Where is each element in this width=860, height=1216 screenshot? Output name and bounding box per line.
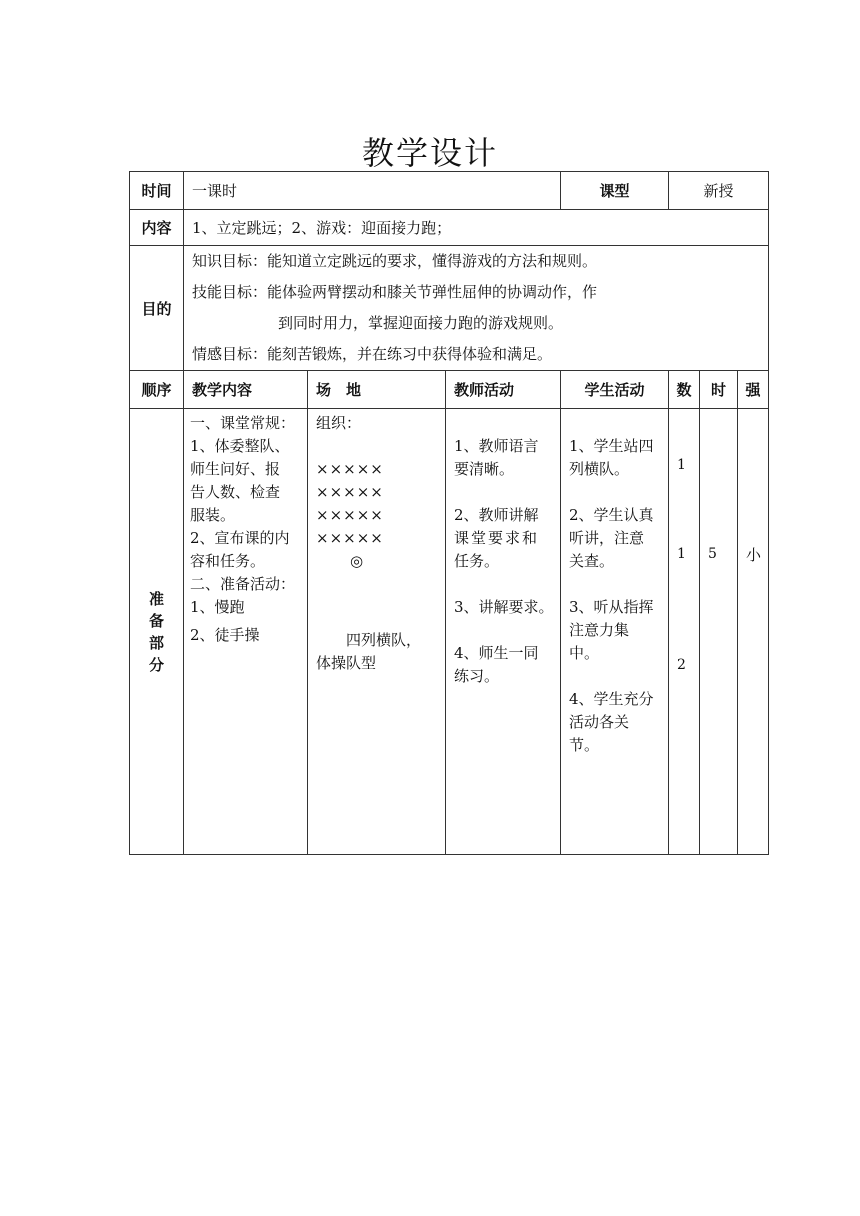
content-line: 告人数、检查 <box>190 483 281 501</box>
prep-teacher <box>446 409 561 855</box>
col-order: 顺序 <box>130 371 184 409</box>
goal-skill-line2: 到同时用力，掌握迎面接力跑的游戏规则。 <box>278 314 564 332</box>
prep-content <box>184 409 308 855</box>
student-item: 4、学生充分 <box>569 690 654 708</box>
goal-emotion: 情感目标：能刻苦锻炼，并在练习中获得体验和满足。 <box>192 345 553 363</box>
lesson-plan-table <box>129 171 769 855</box>
teacher-item: 1、教师语言 <box>454 437 539 455</box>
formation-row: ××××× <box>316 460 384 478</box>
time-value: 一课时 <box>184 172 561 210</box>
student-item: 3、听从指挥 <box>569 598 654 616</box>
col-time: 时 <box>700 371 738 409</box>
page-title: 教学设计 <box>361 134 498 172</box>
content-line: 1、慢跑 <box>190 598 245 616</box>
formation-caption-2: 体操队型 <box>316 654 377 672</box>
student-item: 中。 <box>569 644 600 662</box>
time-row <box>130 172 769 210</box>
content-line: 容和任务。 <box>190 552 266 570</box>
type-value: 新授 <box>669 172 769 210</box>
student-item: 列横队。 <box>569 460 630 478</box>
col-student: 学生活动 <box>561 371 669 409</box>
prep-count <box>669 409 700 855</box>
student-item: 听讲，注意 <box>569 529 645 547</box>
student-item: 活动各关 <box>569 713 630 731</box>
teacher-item: 任务。 <box>454 552 500 570</box>
formation-row: ××××× <box>316 483 384 501</box>
teacher-position-mark: ◎ <box>350 552 364 570</box>
prep-venue <box>308 409 446 855</box>
content-label: 内容 <box>130 210 184 246</box>
intensity-value: 小 <box>746 546 762 564</box>
org-label: 组织： <box>316 414 362 432</box>
formation-row: ××××× <box>316 529 384 547</box>
teacher-item: 2、教师讲解 <box>454 506 539 524</box>
col-teacher: 教师活动 <box>446 371 561 409</box>
col-intensity: 强 <box>738 371 769 409</box>
content-line: 2、徒手操 <box>190 626 260 644</box>
teacher-item: 课堂要求和 <box>454 529 540 547</box>
goal-knowledge: 知识目标：能知道立定跳远的要求，懂得游戏的方法和规则。 <box>192 252 598 270</box>
prep-row <box>130 409 769 855</box>
prep-student <box>561 409 669 855</box>
prep-section-label: 准 备 部 分 <box>130 409 184 855</box>
col-count: 数 <box>669 371 700 409</box>
content-line: 2、宣布课的内 <box>190 529 290 547</box>
goal-row <box>130 246 769 371</box>
teacher-item: 要清晰。 <box>454 460 515 478</box>
goal-cell <box>184 246 769 371</box>
student-item: 关查。 <box>569 552 615 570</box>
count-value: 2 <box>677 657 686 673</box>
teacher-item: 4、师生一同 <box>454 644 539 662</box>
student-item: 注意力集 <box>569 621 630 639</box>
goal-label: 目的 <box>130 246 184 371</box>
type-label: 课型 <box>561 172 669 210</box>
student-item: 2、学生认真 <box>569 506 654 524</box>
count-value: 1 <box>677 546 686 562</box>
student-item: 1、学生站四 <box>569 437 654 455</box>
column-header-row <box>130 371 769 409</box>
content-line: 二、准备活动： <box>190 575 296 593</box>
goal-skill-line1: 技能目标：能体验两臂摆动和膝关节弹性屈伸的协调动作，作 <box>192 283 598 301</box>
time-value: 5 <box>708 546 717 562</box>
formation-caption-1: 四列横队， <box>346 631 422 649</box>
formation-row: ××××× <box>316 506 384 524</box>
content-line: 1、体委整队、 <box>190 437 290 455</box>
count-value: 1 <box>677 457 686 473</box>
content-value: 1、立定跳远；2、游戏：迎面接力跑； <box>184 210 769 246</box>
prep-intensity <box>738 409 769 855</box>
time-label: 时间 <box>130 172 184 210</box>
content-row <box>130 210 769 246</box>
col-content: 教学内容 <box>184 371 308 409</box>
teacher-item: 练习。 <box>454 667 500 685</box>
content-line: 服装。 <box>190 506 236 524</box>
content-line: 一、课堂常规： <box>190 414 296 432</box>
content-line: 师生问好、报 <box>190 460 281 478</box>
teacher-item: 3、讲解要求。 <box>454 598 554 616</box>
student-item: 节。 <box>569 736 600 754</box>
col-venue: 场 地 <box>308 371 446 409</box>
prep-time <box>700 409 738 855</box>
